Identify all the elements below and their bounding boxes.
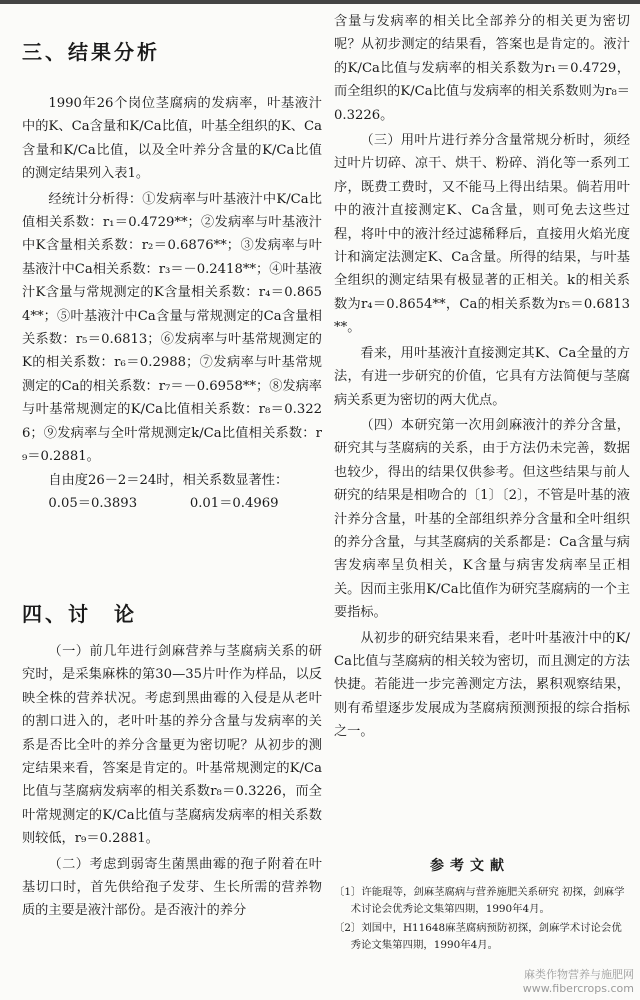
results-paragraph-1: 1990年26个岗位茎腐病的发病率，叶基液汁中的K、Ca含量和K/Ca比值，叶基全组织的K、Ca含量和K/Ca比值，以及全叶养分含量的K/Ca比值的测定结果列入表1。	[22, 96, 322, 182]
results-paragraph-2: 经统计分析得：①发病率与叶基液汁中K/Ca比值相关系数：r₁＝0.4729**；②发病率与叶基液汁中K含量相关系数：r₂＝0.6876**；③发病率与叶基液汁中Ca相关系数：r₃＝－0.2418**；④叶基液汁K含量与常规测定的K含量相关系数：r₄＝0.8654**；⑤叶基液汁中Ca含量与常规测定的Ca含量相关系数：r₅＝0.6813；⑥发病率与叶基常规测定的K的相关系数：r₆＝0.2988；⑦发病率与叶基常规测定的Ca的相关系数：r₇＝－0.6958**；⑧发病率与叶基常规测定的K/Ca比值相关系数：r₈＝0.3226；⑨发病率与全叶常规测定k/Ca比值相关系数：r₉＝0.2881。	[22, 191, 322, 465]
site-watermark	[523, 968, 634, 996]
right-column	[334, 10, 630, 744]
discussion-paragraph-4: 看来，用叶基液汁直接测定其K、Ca全量的方法，有进一步研究的价值，它具有方法简便与茎腐病关系更为密切的两大优点。	[334, 345, 630, 408]
section-heading-discussion: 四、讨 论	[22, 602, 137, 626]
left-column-discussion	[22, 640, 322, 923]
reference-item: 〔1〕许能琨等，剑麻茎腐病与营养施肥关系研究 初探，剑麻学术讨论会优秀论文集第四期，1990年4月。	[334, 886, 625, 915]
left-column	[22, 92, 322, 515]
reference-item: 〔2〕刘国中，H11648麻茎腐病预防初探，剑麻学术讨论会优秀论文集第四期，1990年4月。	[334, 922, 622, 951]
references-heading: 参考文献	[430, 858, 510, 874]
discussion-paragraph-6: 从初步的研究结果来看，老叶叶基液汁中的K/Ca比值与茎腐病的相关较为密切，而且测定的方法快捷。若能进一步完善测定方法，累积观察结果，则有希望逐步发展成为茎腐病预测预报的综合指标之一。	[334, 630, 630, 740]
significance-line: 自由度26－2＝24时，相关系数显著性：	[48, 472, 289, 488]
significance-values: 0.05＝0.3893 0.01＝0.4969	[48, 495, 279, 511]
watermark-line-2: www.fibercrops.com	[522, 982, 634, 995]
discussion-paragraph-2-cont: 含量与发病率的相关比全部养分的相关更为密切呢？从初步测定的结果看，答案也是肯定的。液汁的K/Ca比值与发病率的相关系数为r₁＝0.4729，而全组织的K/Ca比值与发病率的相关系数则为r₈＝0.3226。	[334, 14, 630, 123]
discussion-paragraph-2-start: （二）考虑到弱寄生菌黑曲霉的孢子附着在叶基切口时，首先供给孢子发芽、生长所需的营养物质的主要是液汁部份。是否液汁的养分	[22, 856, 322, 919]
watermark-line-1: 麻类作物营养与施肥网	[524, 968, 634, 981]
discussion-paragraph-1: （一）前几年进行剑麻营养与茎腐病关系的研究时，是采集麻株的第30—35片叶作为样品，以反映全株的营养状况。考虑到黑曲霉的入侵是从老叶的割口进入的，老叶叶基的养分含量与发病率的关系是否比全叶的养分含量更为密切呢？从初步的测定结果来看，答案是肯定的。叶基常规测定的K/Ca比值与茎腐病发病率的相关系数r₈＝0.3226，而全叶常规测定的K/Ca比值与茎腐病发病率的相关系数则较低，r₉＝0.2881。	[22, 644, 322, 847]
section-heading-results: 三、结果分析	[22, 40, 160, 64]
references-list	[334, 884, 630, 956]
discussion-paragraph-3: （三）用叶片进行养分含量常规分析时，须经过叶片切碎、凉干、烘干、粉碎、消化等一系列工序，既费工费时，又不能马上得出结果。倘若用叶中的液汁直接测定K、Ca含量，则可免去这些过程，将叶中的液汁经过滤稀释后，直接用火焰光度计和滴定法测定K、Ca含量。所得的结果，与叶基全组织的测定结果有极显著的正相关。k的相关系数为r₄＝0.8654**，Ca的相关系数为r₅＝0.6813**。	[334, 133, 630, 336]
top-rule	[0, 0, 640, 4]
discussion-paragraph-5: （四）本研究第一次用剑麻液汁的养分含量，研究其与茎腐病的关系，由于方法仍未完善，数据也较少，得出的结果仅供参考。但这些结果与前人研究的结果是相吻合的〔1〕〔2〕，不管是叶基的液汁养分含量，叶基的全部组织养分含量和全叶组织的养分含量，与其茎腐病的关系都是：Ca含量与病害发病率呈负相关，K含量与病害发病率呈正相关。因而主张用K/Ca比值作为研究茎腐病的一个主要指标。	[334, 417, 630, 621]
